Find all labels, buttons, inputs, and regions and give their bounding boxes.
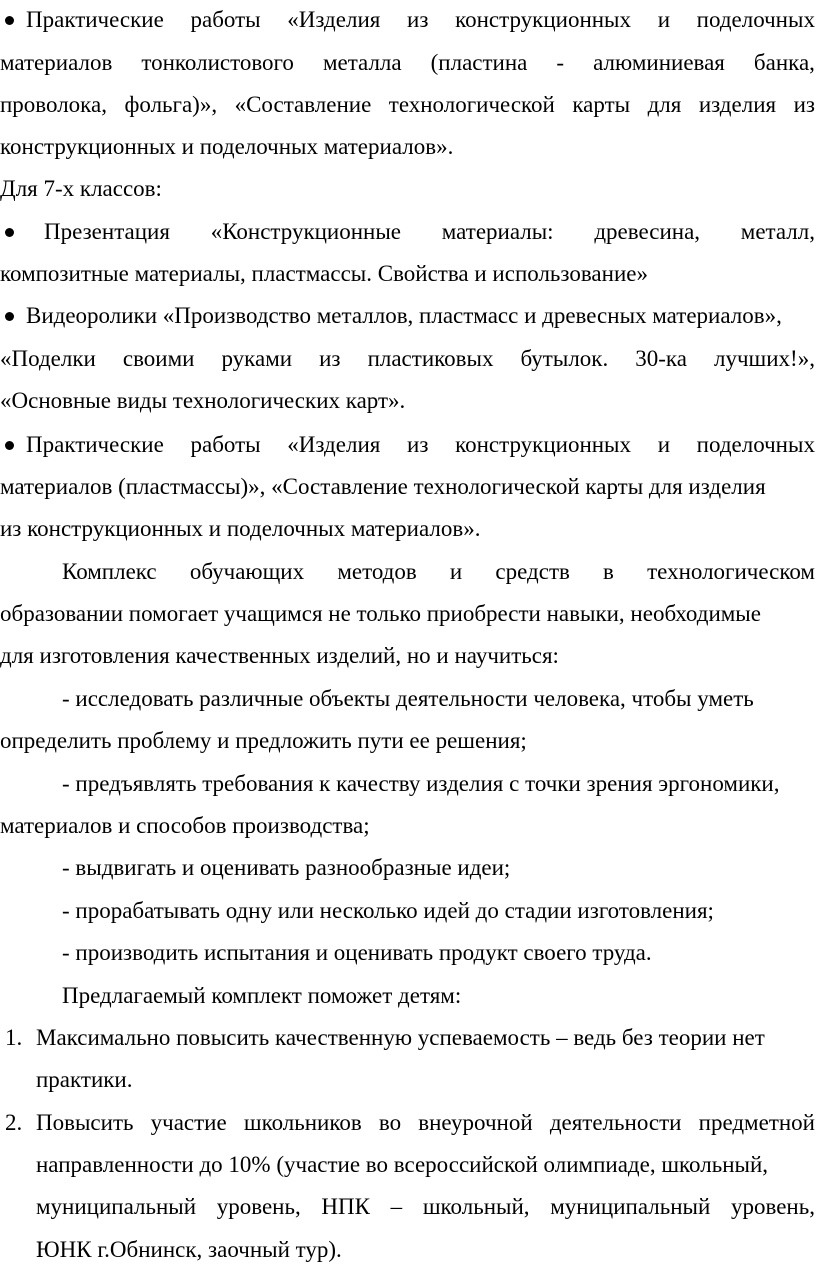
word: участие	[150, 1110, 227, 1135]
word: Практические	[26, 7, 164, 32]
paragraph-1-line-3: для изготовления качественных изделий, но и научиться:	[0, 643, 559, 668]
word: банка,	[753, 50, 815, 75]
word: в	[603, 559, 614, 584]
word: металла	[322, 50, 402, 75]
grade-heading: Для 7-х классов:	[0, 176, 162, 201]
bullet-3-line-1: Видеоролики «Производство металлов, пластмасс и древесных материалов»,	[26, 303, 782, 328]
word: пластиковых	[367, 346, 494, 371]
word: конструкционных	[455, 432, 632, 457]
dash-item-2-line-2: материалов и способов производства;	[0, 813, 370, 838]
word: из	[407, 432, 429, 457]
paragraph-1-line-2: образовании помогает учащимся не только приобрести навыки, необходимые	[0, 601, 761, 626]
bullet-icon	[5, 16, 14, 25]
word: НПК	[321, 1194, 370, 1219]
word: муниципальный	[550, 1194, 711, 1219]
bullet-1-line-1	[26, 5, 815, 35]
word: изделия	[698, 92, 777, 117]
word: фольга)»,	[124, 92, 218, 117]
word: тонколистового	[141, 50, 294, 75]
dash-item-1-line-2: определить проблему и предложить пути ее решения;	[0, 728, 527, 753]
word: уровень,	[216, 1194, 301, 1219]
word: Практические	[26, 432, 164, 457]
word: и	[449, 559, 463, 584]
word: предметной	[698, 1110, 815, 1135]
word: карты	[572, 92, 631, 117]
list-item-2-line-3	[36, 1192, 815, 1222]
list-item-2-line-4: ЮНК г.Обнинск, заочный тур).	[36, 1237, 342, 1262]
list-number: 1.	[5, 1025, 23, 1050]
word: обучающих	[189, 559, 305, 584]
word: «Конструкционные	[210, 219, 402, 244]
word: из	[407, 7, 429, 32]
bullet-icon	[5, 441, 14, 450]
word: руками	[221, 346, 293, 371]
word: муниципальный	[36, 1194, 197, 1219]
word: работы	[190, 7, 261, 32]
word: уровень,	[730, 1194, 815, 1219]
bullet-icon	[5, 228, 14, 237]
word: проволока,	[0, 92, 107, 117]
word: Комплекс	[62, 559, 157, 584]
list-item-2-line-1	[36, 1108, 815, 1138]
word: материалов	[0, 50, 113, 75]
bullet-2-line-1	[44, 217, 815, 247]
word: лучших!»,	[713, 346, 815, 371]
word: «Изделия	[287, 7, 381, 32]
word: Презентация	[44, 219, 170, 244]
word: поделочных	[696, 7, 815, 32]
list-item-2-line-2: направленности до 10% (участие во всероссийской олимпиаде, школьный,	[36, 1152, 769, 1177]
word: методов	[337, 559, 417, 584]
word: бутылок.	[520, 346, 609, 371]
dash-item-2-line-1: - предъявлять требования к качеству изделия с точки зрения эргономики,	[62, 771, 780, 796]
word: школьников	[243, 1110, 362, 1135]
bullet-4-line-1	[26, 430, 815, 460]
word: Повысить	[36, 1110, 134, 1135]
dash-item-3: - выдвигать и оценивать разнообразные идеи;	[62, 855, 511, 880]
list-item-1-line-2: практики.	[36, 1067, 133, 1092]
bullet-1-line-2	[0, 48, 815, 78]
word: деятельности	[549, 1110, 682, 1135]
dash-item-1-line-1: - исследовать различные объекты деятельности человека, чтобы уметь	[62, 686, 754, 711]
word: внеурочной	[418, 1110, 533, 1135]
bullet-icon	[5, 312, 14, 321]
list-item-1-line-1: Максимально повысить качественную успеваемость – ведь без теории нет	[36, 1025, 765, 1050]
bullet-1-line-3	[0, 90, 815, 120]
word: и	[657, 7, 670, 32]
word: «Поделки	[0, 346, 96, 371]
list-number: 2.	[5, 1110, 23, 1135]
word: технологической	[388, 92, 555, 117]
word: работы	[190, 432, 261, 457]
word: из	[793, 92, 815, 117]
word: древесина,	[594, 219, 701, 244]
word: материалы:	[441, 219, 554, 244]
bullet-2-line-2: композитные материалы, пластмассы. Свойства и использование»	[0, 261, 648, 286]
word: «Составление	[234, 92, 372, 117]
word: из	[319, 346, 341, 371]
paragraph-2: Предлагаемый комплект поможет детям:	[62, 983, 462, 1008]
word: (пластина	[430, 50, 528, 75]
bullet-4-line-2: материалов (пластмассы)», «Составление технологической карты для изделия	[0, 474, 766, 499]
bullet-3-line-2	[0, 344, 815, 374]
word: своими	[122, 346, 195, 371]
word: школьный,	[422, 1194, 530, 1219]
word: средств	[495, 559, 570, 584]
word: металл,	[740, 219, 815, 244]
word: конструкционных	[455, 7, 632, 32]
word: поделочных	[696, 432, 815, 457]
word: и	[657, 432, 670, 457]
word: технологическом	[647, 559, 815, 584]
bullet-3-line-3: «Основные виды технологических карт».	[0, 388, 406, 413]
dash-item-4: - прорабатывать одну или несколько идей до стадии изготовления;	[62, 898, 714, 923]
bullet-1-line-4: конструкционных и поделочных материалов».	[0, 134, 454, 159]
word: 30-ка	[635, 346, 687, 371]
word: «Изделия	[287, 432, 381, 457]
word: -	[556, 50, 565, 75]
word: алюминиевая	[593, 50, 725, 75]
word: для	[647, 92, 682, 117]
dash-item-5: - производить испытания и оценивать продукт своего труда.	[62, 940, 652, 965]
word: –	[390, 1194, 403, 1219]
bullet-4-line-3: из конструкционных и поделочных материалов».	[0, 516, 481, 541]
word: во	[378, 1110, 402, 1135]
paragraph-1-line-1	[62, 557, 815, 587]
